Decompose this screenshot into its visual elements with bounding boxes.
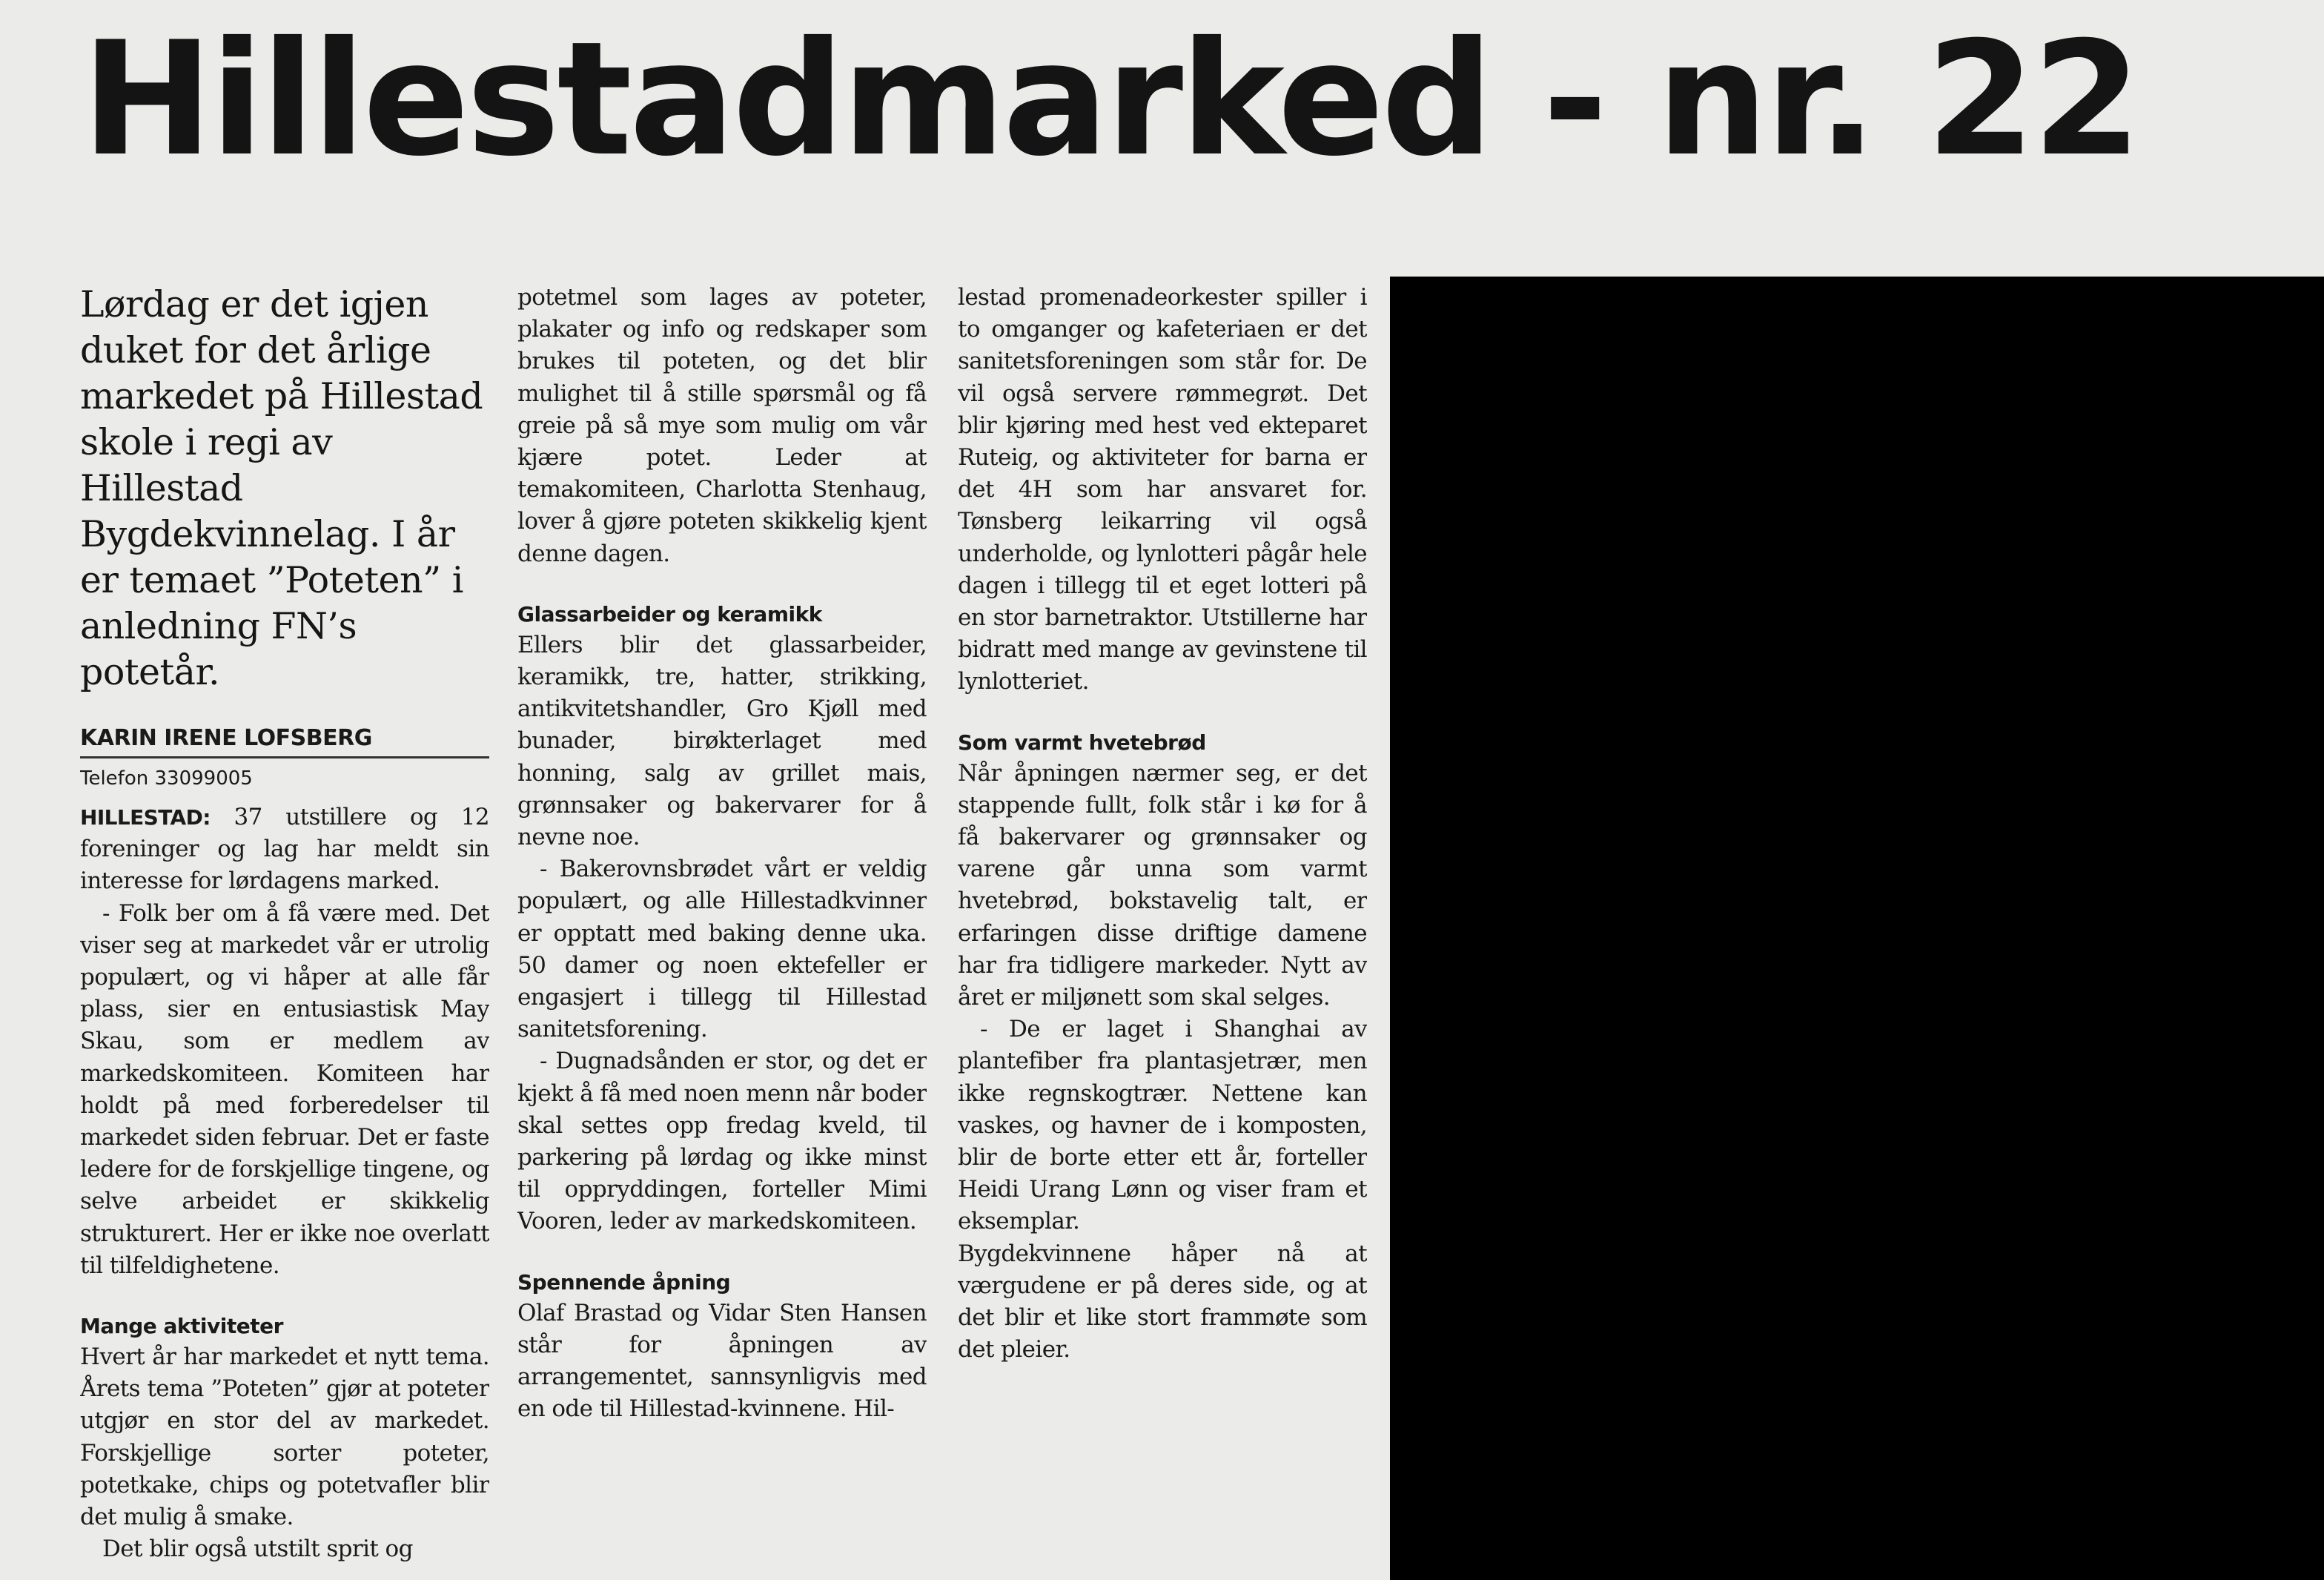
- subheading: Som varmt hvetebrød: [958, 730, 1206, 755]
- byline: KARIN IRENE LOFSBERG: [80, 724, 489, 758]
- headline: Hillestadmarked - nr. 22: [82, 7, 2139, 191]
- body-paragraph: potetmel som lages av poteter, plakater og info og redskaper som brukes til poteten, og det blir mulighet til å stille spørsmål og få greie på så mye som mulig om vår kjære potet. Leder at temakomiteen, Charlotta Stenhaug, lover å gjøre poteten skikkelig kjent denne dagen.: [517, 284, 927, 567]
- subheading: Spennende åpning: [517, 1269, 731, 1295]
- body-paragraph: Ellers blir det glassarbeider, keramikk, tre, hatter, strikking, antikvitetshandler, Gro Kjøll med bunader, birøkterlaget med honning, salg av grillet mais, grønnsaker og bakervarer for å nevne noe.: [517, 631, 927, 851]
- body-text: 37 utstillere og 12 foreninger og lag har meldt sin interesse for lørdagens marked.: [80, 804, 489, 895]
- phone-number: Telefon 33099005: [80, 767, 253, 790]
- body-paragraph: - Dugnadsånden er stor, og det er kjekt å få med noen menn når boder skal settes opp fredag kveld, til parkering på lørdag og ikke minst til oppryddingen, forteller Mimi Vooren, leder av markedskomiteen.: [517, 1048, 927, 1235]
- article-column-2: [517, 282, 927, 1426]
- body-paragraph: Olaf Brastad og Vidar Sten Hansen står for åpningen av arrangementet, sannsynligvis med en ode til Hillestad-kvinnene. Hil-: [517, 1299, 927, 1423]
- dateline: HILLESTAD:: [80, 805, 211, 830]
- body-paragraph: lestad promenadeorkester spiller i to omganger og kafeteriaen er det sanitetsforeningen som står for. De vil også servere rømmegrøt. Det blir kjøring med hest ved ekteparet Ruteig, og aktiviteter for barna er det 4H som har ansvaret for. Tønsberg leikarring vil også underholde, og lynlotteri pågår hele dagen i tillegg til et eget lotteri på en stor barnetraktor. Utstillerne har bidratt med mange av gevinstene til lynlotteriet.: [958, 284, 1367, 695]
- subheading: Mange aktiviteter: [80, 1314, 283, 1339]
- body-paragraph: Hvert år har markedet et nytt tema. Årets tema ”Poteten” gjør at poteter utgjør en stor del av markedet. Forskjellige sorter poteter, potetkake, chips og potetvafler blir det mulig å smake.: [80, 1343, 489, 1531]
- ingress: Lørdag er det igjen duket for det årlige markedet på Hillestad skole i regi av Hillestad Bygdekvinnelag. I år er temaet ”Poteten” i anledning FN’s potetår.: [80, 283, 483, 693]
- article-column-1: [80, 282, 489, 1565]
- redaction-block: [1390, 277, 2324, 1580]
- body-paragraph: - Folk ber om å få være med. Det viser seg at markedet vår er utrolig populært, og vi håper at alle får plass, sier en entusiastisk May Skau, som er medlem av markedskomiteen. Komiteen har holdt på med forberedelser til markedet siden februar. Det er faste ledere for de forskjellige tingene, og selve arbeidet er skikkelig strukturert. Her er ikke noe overlatt til tilfeldighetene.: [80, 899, 489, 1279]
- body-paragraph: - De er laget i Shanghai av plantefiber fra plantasjetrær, men ikke regnskogtrær. Nettene kan vaskes, og havner de i komposten, blir de borte etter ett år, forteller Heidi Urang Lønn og viser fram et eksemplar.: [958, 1016, 1367, 1235]
- body-paragraph: [80, 801, 489, 898]
- body-paragraph: Bygdekvinnene håper nå at værgudene er på deres side, og at det blir et like stort frammøte som det pleier.: [958, 1240, 1367, 1364]
- body-paragraph: Det blir også utstilt sprit og: [102, 1536, 413, 1563]
- subheading: Glassarbeider og keramikk: [517, 601, 822, 627]
- body-paragraph: - Bakerovnsbrødet vårt er veldig populært, og alle Hillestadkvinner er opptatt med baking denne uka. 50 damer og noen ektefeller er engasjert i tillegg til Hillestad sanitetsforening.: [517, 856, 927, 1043]
- article-column-3: [958, 282, 1367, 1366]
- body-paragraph: Når åpningen nærmer seg, er det stappende fullt, folk står i kø for å få bakervarer og grønnsaker og varene går unna som varmt hvetebrød, bokstavelig talt, er erfaringen disse driftige damene har fra tidligere markeder. Nytt av året er miljønett som skal selges.: [958, 759, 1367, 1011]
